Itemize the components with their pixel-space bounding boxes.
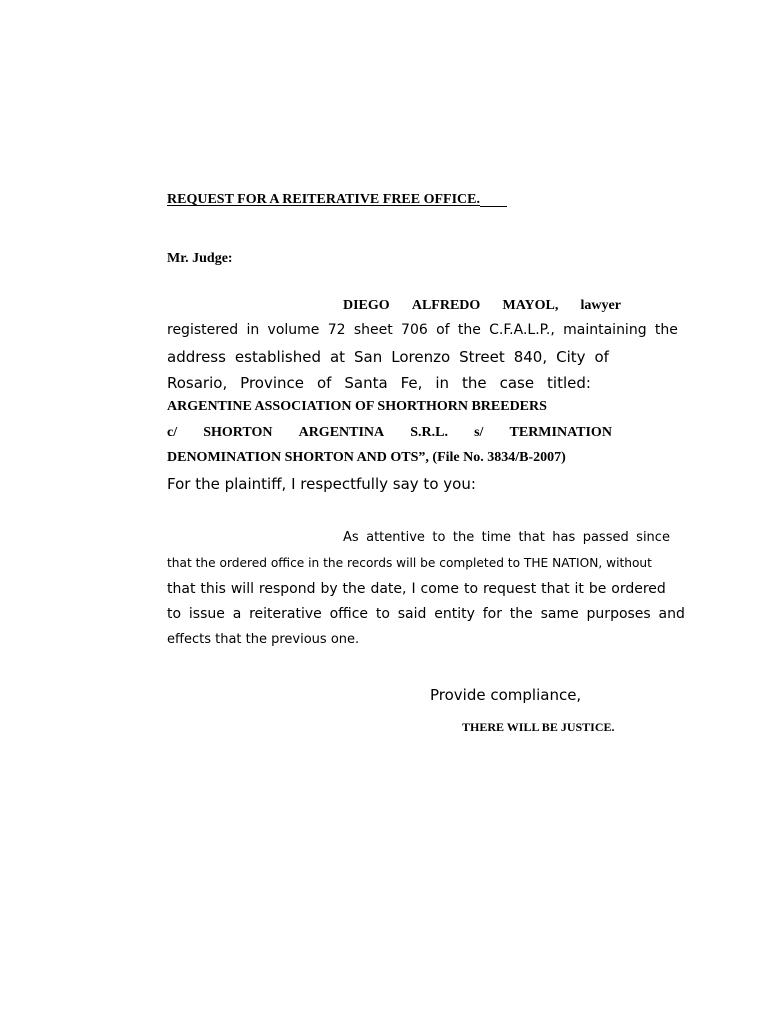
word: 840, bbox=[513, 348, 548, 366]
word: will bbox=[230, 581, 254, 597]
intro-line-3 bbox=[167, 348, 609, 366]
word: ARGENTINA bbox=[298, 425, 385, 440]
word: that bbox=[541, 581, 570, 597]
word: Lorenzo bbox=[391, 348, 451, 366]
word: a bbox=[232, 606, 242, 622]
word: reiterative bbox=[249, 606, 322, 622]
word: the bbox=[654, 322, 678, 338]
word: TERMINATION bbox=[509, 425, 612, 440]
word: that bbox=[167, 581, 196, 597]
word: purposes bbox=[586, 606, 651, 622]
word: the bbox=[342, 581, 366, 597]
word: to bbox=[375, 606, 390, 622]
word: s/ bbox=[474, 425, 484, 440]
word: ALFREDO bbox=[411, 298, 481, 313]
word: same bbox=[540, 606, 579, 622]
word: in bbox=[246, 322, 260, 338]
word: case bbox=[499, 374, 535, 392]
word: address bbox=[167, 348, 226, 366]
word: DIEGO bbox=[343, 298, 390, 313]
word: that bbox=[518, 530, 545, 545]
word: by bbox=[320, 581, 338, 597]
case-title-line-3: DENOMINATION SHORTON AND OTS”, (File No. 3834/B-2007) bbox=[167, 450, 566, 465]
word: passed bbox=[582, 530, 629, 545]
word: office bbox=[329, 606, 369, 622]
word: come bbox=[420, 581, 460, 597]
word: I bbox=[411, 581, 416, 597]
word: the bbox=[462, 374, 487, 392]
salutation: Mr. Judge: bbox=[167, 251, 233, 266]
word: C.F.A.L.P., bbox=[489, 322, 555, 338]
word: the bbox=[509, 606, 533, 622]
case-title-line-2 bbox=[167, 425, 612, 441]
word: of bbox=[436, 322, 450, 338]
word: to bbox=[432, 530, 446, 545]
word: Santa bbox=[344, 374, 388, 392]
title-underline-tail bbox=[480, 192, 507, 207]
word: it bbox=[574, 581, 584, 597]
word: ordered bbox=[611, 581, 666, 597]
word: of bbox=[316, 374, 332, 392]
word: As bbox=[343, 530, 359, 545]
word: the bbox=[457, 322, 481, 338]
word: and bbox=[658, 606, 685, 622]
document-title: REQUEST FOR A REITERATIVE FREE OFFICE. bbox=[167, 192, 507, 208]
word: the bbox=[452, 530, 475, 545]
word: be bbox=[588, 581, 607, 597]
word: for bbox=[482, 606, 502, 622]
request-line-2: that the ordered office in the records will be completed to THE NATION, without bbox=[167, 556, 652, 570]
word: Rosario, bbox=[167, 374, 228, 392]
word: City bbox=[556, 348, 586, 366]
word: maintaining bbox=[563, 322, 647, 338]
word: has bbox=[552, 530, 576, 545]
intro-line-4 bbox=[167, 374, 591, 392]
word: time bbox=[481, 530, 512, 545]
word: titled: bbox=[547, 374, 591, 392]
word: MAYOL, bbox=[502, 298, 559, 313]
word: Fe, bbox=[400, 374, 423, 392]
intro-line-1 bbox=[343, 298, 621, 314]
word: SHORTON bbox=[203, 425, 273, 440]
word: entity bbox=[434, 606, 475, 622]
intro-line-2 bbox=[167, 322, 678, 338]
closing-formula: THERE WILL BE JUSTICE. bbox=[462, 720, 615, 734]
closing-line: Provide compliance, bbox=[430, 686, 582, 704]
word: lawyer bbox=[580, 298, 621, 313]
word: 706 bbox=[401, 322, 428, 338]
word: Province bbox=[240, 374, 304, 392]
word: c/ bbox=[167, 425, 178, 440]
word: issue bbox=[188, 606, 225, 622]
word: attentive bbox=[366, 530, 425, 545]
request-line-5: effects that the previous one. bbox=[167, 632, 360, 647]
word: established bbox=[234, 348, 321, 366]
request-line-1 bbox=[343, 530, 670, 545]
word: to bbox=[463, 581, 479, 597]
word: request bbox=[482, 581, 537, 597]
word: volume bbox=[267, 322, 320, 338]
word: registered bbox=[167, 322, 239, 338]
request-line-4 bbox=[167, 606, 685, 622]
word: San bbox=[354, 348, 383, 366]
word: since bbox=[636, 530, 670, 545]
word: to bbox=[167, 606, 182, 622]
word: 72 bbox=[327, 322, 346, 338]
word: this bbox=[200, 581, 226, 597]
word: date, bbox=[370, 581, 407, 597]
word: sheet bbox=[353, 322, 393, 338]
word: in bbox=[435, 374, 450, 392]
case-title-line-1: ARGENTINE ASSOCIATION OF SHORTHORN BREEDERS bbox=[167, 399, 547, 414]
plaintiff-statement: For the plaintiff, I respectfully say to you: bbox=[167, 475, 476, 493]
word: of bbox=[594, 348, 609, 366]
request-line-3 bbox=[167, 581, 666, 597]
word: Street bbox=[459, 348, 505, 366]
word: at bbox=[329, 348, 346, 366]
word: respond bbox=[258, 581, 316, 597]
word: S.R.L. bbox=[410, 425, 448, 440]
word: said bbox=[397, 606, 427, 622]
